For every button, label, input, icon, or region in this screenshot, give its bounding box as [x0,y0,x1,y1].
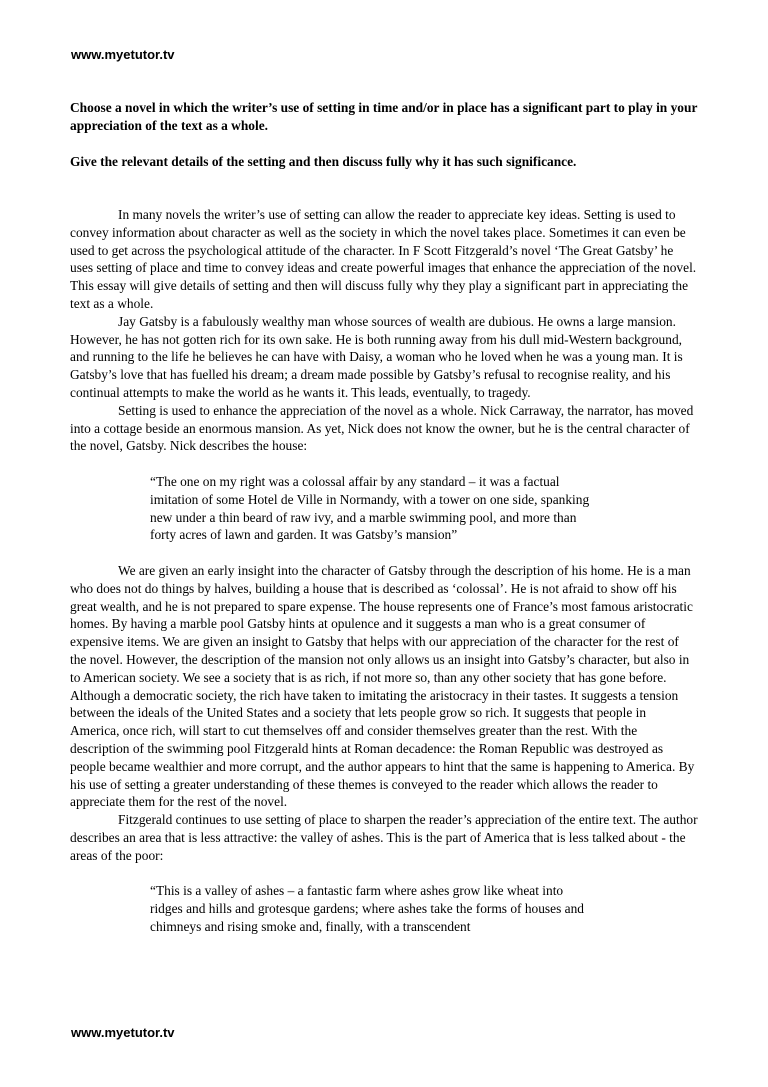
essay-body [70,206,698,953]
essay-paragraph-intro: In many novels the writer’s use of setting can allow the reader to appreciate key ideas. Setting is used to convey information about character as well as the society in which the novel takes place. Sometimes it can even be used to get across the psychological attitude of the character. In F Scott Fitzgerald’s novel ‘The Great Gatsby’ he uses setting of place and time to convey ideas and create powerful images that enhance the appreciation of the novel. This essay will give details of setting and then will discuss fully why they play a significant part in appreciating the text as a whole. [70,207,697,311]
quotation-mansion [150,473,595,544]
quotation-mansion-text: “The one on my right was a colossal affair by any standard – it was a factual imitation of some Hotel de Ville in Normandy, with a tower on one side, spanking new under a thin beard of raw ivy, and a marble swimming pool, and more than forty acres of lawn and garden. It was Gatsby’s mansion” [150,473,590,543]
essay-question [70,99,710,171]
quotation-valley-text: “This is a valley of ashes – a fantastic farm where ashes grow like wheat into ridges and hills and grotesque gardens; where ashes take the forms of houses and chimneys and rising smoke and, finally, with a transcendent [150,883,584,934]
essay-paragraph-insight: We are given an early insight into the character of Gatsby through the description of his home. He is a man who does not do things by halves, building a house that is described as ‘colossal’. He is not afraid to show off his great wealth, and he is not prepared to spare expense. The house represents one of France’s most famous aristocratic homes. By having a marble pool Gatsby hints at opulence and it suggests a man who is a great consumer of expensive items. We are given an insight to Gatsby that helps with our appreciation of the character for the rest of the novel. However, the description of the mansion not only allows us an insight into Gatsby’s character, but also in to American society. We see a society that is as rich, if not more so, than any other society that has gone before. Although a democratic society, the rich have taken to imitating the aristocracy in their tastes. It suggests a tension between the ideals of the United States and a society that lets people grow so rich. It suggests that people in America, once rich, will start to cut themselves off and consider themselves greater than the rest. With the description of the swimming pool Fitzgerald hints at Roman decadence: the Roman Republic was destroyed as people became wealthier and more corrupt, and the author appears to hint that the same is happening to America. By his use of setting a greater understanding of these themes is conveyed to the reader which allows the reader to appreciate them for the rest of the novel. [70,562,695,810]
footer-url[interactable]: www.myetutor.tv [71,1025,175,1040]
essay-paragraph-valley: Fitzgerald continues to use setting of place to sharpen the reader’s appreciation of the entire text. The author describes an area that is less attractive: the valley of ashes. This is the part of America that is less talked about - the areas of the poor: [70,812,698,863]
question-prompt: Choose a novel in which the writer’s use of setting in time and/or in place has a significant part to play in your appreciation of the text as a whole. [70,100,698,133]
quotation-valley-of-ashes [150,882,595,935]
essay-paragraph-setting: Setting is used to enhance the appreciation of the novel as a whole. Nick Carraway, the narrator, has moved into a cottage beside an enormous mansion. As yet, Nick does not know the owner, but he is the central character of the novel, Gatsby. Nick describes the house: [70,402,694,454]
essay-paragraph-gatsby: Jay Gatsby is a fabulously wealthy man whose sources of wealth are dubious. He owns a large mansion. However, he has not gotten rich for its own sake. He is both running away from his dull mid-Western background, and running to the life he believes he can have with Daisy, a woman who he loved when he was a young man. It is Gatsby’s love that has fuelled his dream; a dream made possible by Gatsby’s refusal to recognise reality, and his continual attempts to make the world as he wants it. This leads, eventually, to tragedy. [70,313,683,400]
header-url[interactable]: www.myetutor.tv [71,47,175,62]
question-instruction: Give the relevant details of the setting and then discuss fully why it has such significance. [70,154,577,169]
